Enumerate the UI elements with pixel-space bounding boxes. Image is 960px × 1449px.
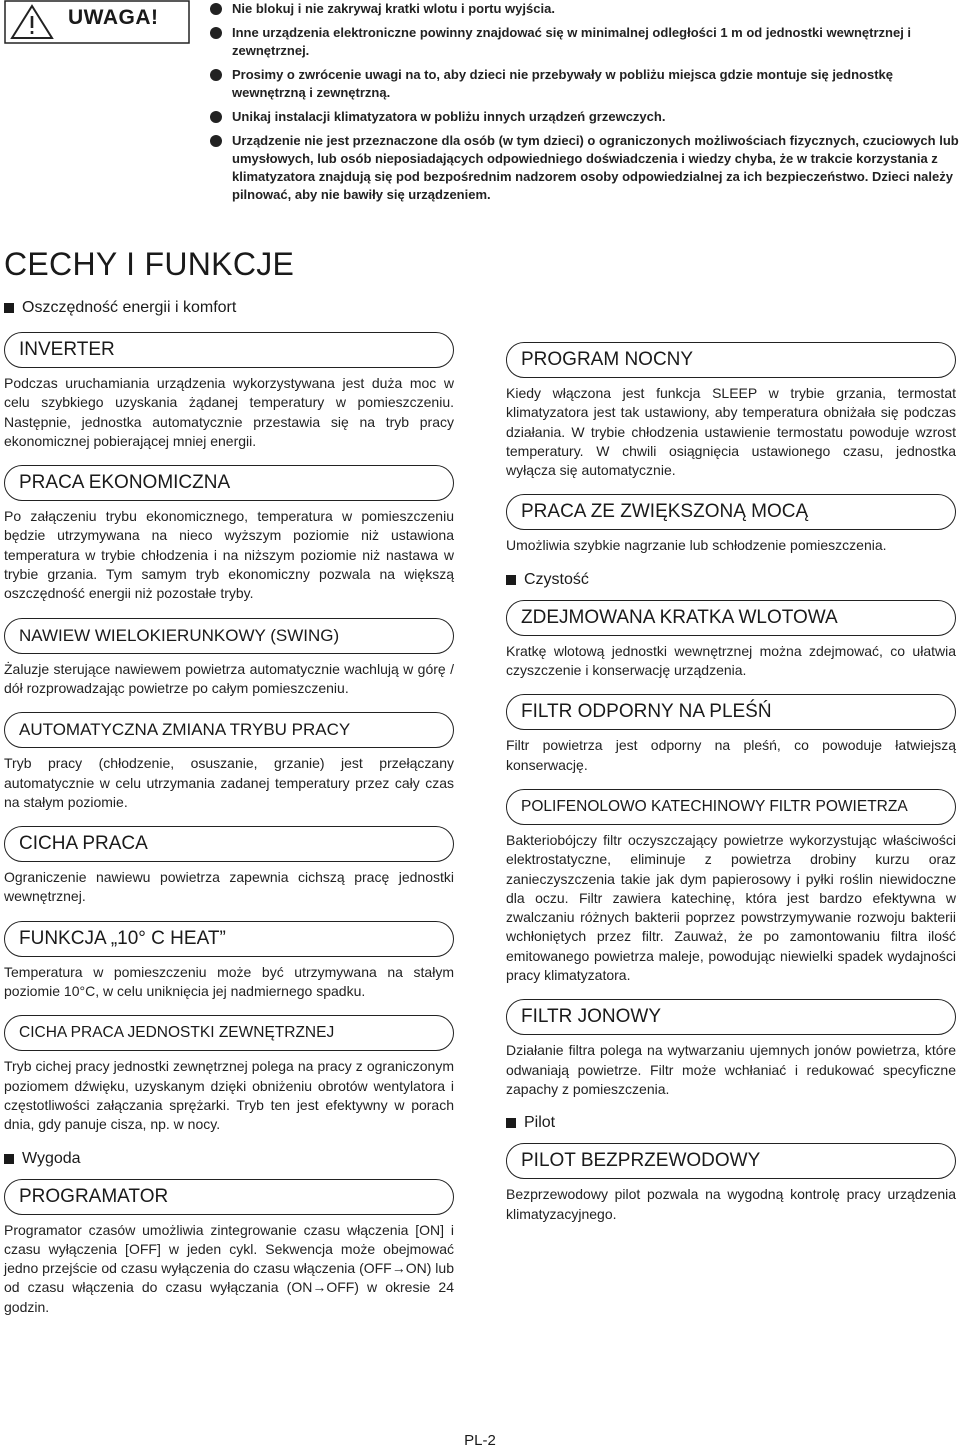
feature-text: Po załączeniu trybu ekonomicznego, temperatura w pomieszczeniu będzie utrzymywana na nieco wyższym poziomie niż ustawiona temperatura w trybie chłodzenia i na niższym poziomie niż nastawa w trybie grzania. Tym samym tryb ekonomiczny pozwala na większą oszczędność energii niż pozostałe tryby. bbox=[4, 508, 454, 602]
warning-list bbox=[208, 0, 960, 210]
feature-title: PILOT BEZPRZEWODOWY bbox=[506, 1143, 956, 1179]
category-heading: Pilot bbox=[506, 1113, 956, 1133]
feature-text: Umożliwia szybkie nagrzanie lub schłodzenie pomieszczenia. bbox=[506, 537, 887, 554]
feature-title: FUNKCJA „10° C HEAT” bbox=[4, 921, 454, 957]
feature-text: Programator czasów umożliwia zintegrowanie czasu włączenia [ON] i czasu wyłączenia [OFF] w jeden cykl. Sekwencja może obejmować jedno przejście od czasu wyłączenia do czasu włączenia (OFF→ON) lub od czasu włączenia do czasu wyłączania (ON→OFF) w okresie 24 godzin. bbox=[4, 1221, 454, 1315]
right-column bbox=[506, 296, 956, 1238]
feature-title: CICHA PRACA JEDNOSTKI ZEWNĘTRZNEJ bbox=[4, 1015, 454, 1051]
feature-text: Bezprzewodowy pilot pozwala na wygodną kontrolę pracy urządzenia klimatyzacyjnego. bbox=[506, 1186, 956, 1222]
warning-badge bbox=[4, 0, 190, 44]
feature-title: ZDEJMOWANA KRATKA WLOTOWA bbox=[506, 600, 956, 636]
warning-item: Unikaj instalacji klimatyzatora w pobliżu innych urządzeń grzewczych. bbox=[208, 108, 960, 126]
feature-title: PROGRAMATOR bbox=[4, 1179, 454, 1215]
feature-text: Tryb cichej pracy jednostki zewnętrznej polega na pracy z ograniczonym poziomem dźwięku, uzyskanym dzięki obniżeniu obrotów wentylatora i częstotliwości załączania sprężarki. Tryb ten jest efektywny w porach dnia, gdy panuje cisza, np. w nocy. bbox=[4, 1058, 454, 1133]
warning-item: Nie blokuj i nie zakrywaj kratki wlotu i portu wyjścia. bbox=[208, 0, 960, 18]
page-number: PL-2 bbox=[464, 1432, 496, 1449]
feature-text: Tryb pracy (chłodzenie, osuszanie, grzanie) jest przełączany automatycznie w celu utrzymania zadanej temperatury przez cały czas na stałym poziomie. bbox=[4, 755, 454, 810]
feature-text: Żaluzje sterujące nawiewem powietrza automatycznie wachlują w górę / dół rozprowadzając powietrze po całym pomieszczeniu. bbox=[4, 660, 454, 696]
category-heading: Czystość bbox=[506, 570, 956, 590]
feature-text: Temperatura w pomieszczeniu może być utrzymywana na stałym poziomie 10°C, w celu uniknięcia jej nadmiernego spadku. bbox=[4, 963, 454, 1000]
category-heading: Wygoda bbox=[4, 1149, 454, 1169]
warning-title: UWAGA! bbox=[68, 6, 159, 29]
feature-title: CICHA PRACA bbox=[4, 826, 454, 862]
warning-block bbox=[4, 0, 960, 214]
feature-text: Działanie filtra polega na wytwarzaniu ujemnych jonów powietrza, które odwaniają powietrze. Filtr może wchłaniać i redukować specyficzne zapachy z pomieszczenia. bbox=[506, 1042, 956, 1097]
left-column bbox=[4, 296, 454, 1331]
feature-title: NAWIEW WIELOKIERUNKOWY (SWING) bbox=[4, 618, 454, 654]
feature-title: AUTOMATYCZNA ZMIANA TRYBU PRACY bbox=[4, 712, 454, 748]
section-title: CECHY I FUNKCJE bbox=[4, 246, 295, 282]
feature-text: Ograniczenie nawiewu powietrza zapewnia cichszą pracę jednostki wewnętrznej. bbox=[4, 869, 454, 905]
feature-text: Podczas uruchamiania urządzenia wykorzystywana jest duża moc w celu szybkiego uzyskania żądanej temperatury w pomieszczeniu. Następnie, jednostka automatycznie przestawia się na tryb pracy ekonomicznej pobierającej mniej energii. bbox=[4, 375, 454, 449]
feature-title: POLIFENOLOWO KATECHINOWY FILTR POWIETRZA bbox=[506, 789, 956, 825]
feature-title: PRACA EKONOMICZNA bbox=[4, 465, 454, 501]
feature-text: Kiedy włączona jest funkcja SLEEP w trybie grzania, termostat klimatyzatora jest tak ustawiony, aby temperatura obniżała się podczas działania. W trybie chłodzenia ustawienie termostatu powoduje wzrost temperatury. W chwili osiągnięcia ustawionego czasu, jednostka wyłącza się automatycznie. bbox=[506, 385, 956, 479]
warning-item: Inne urządzenia elektroniczne powinny znajdować się w minimalnej odległości 1 m od jednostki wewnętrznej i zewnętrznej. bbox=[208, 24, 960, 60]
warning-item: Urządzenie nie jest przeznaczone dla osób (w tym dzieci) o ograniczonych możliwościach fizycznych, czuciowych lub umysłowych, lub osób nieposiadających odpowiedniego doświadczenia i wiedzy chyba, że w trakcie korzystania z klimatyzatora znajdują się pod bezpośrednim nadzorem osoby odpowiedzialnej za ich bezpieczeństwo. Dzieci należy pilnować, aby nie bawiły się urządzeniem. bbox=[208, 132, 960, 204]
feature-title: FILTR JONOWY bbox=[506, 999, 956, 1035]
feature-title: PROGRAM NOCNY bbox=[506, 342, 956, 378]
warning-item: Prosimy o zwrócenie uwagi na to, aby dzieci nie przebywały w pobliżu miejsca gdzie montuje się jednostkę wewnętrzną i zewnętrzną. bbox=[208, 66, 960, 102]
feature-title: FILTR ODPORNY NA PLEŚŃ bbox=[506, 694, 956, 730]
feature-title: PRACA ZE ZWIĘKSZONĄ MOCĄ bbox=[506, 494, 956, 530]
category-heading: Oszczędność energii i komfort bbox=[4, 298, 454, 318]
feature-text: Kratkę wlotową jednostki wewnętrznej można zdejmować, co ułatwia czyszczenie i konserwację urządzenia. bbox=[506, 642, 956, 679]
feature-text: Bakteriobójczy filtr oczyszczający powietrze wykorzystując właściwości elektrostatyczne, eliminuje z powietrza drobiny kurzu oraz zanieczyszczenia takie jak dym papierosowy i pyłki roślin niewidoczne dla oczu. Filtr zawiera katechinę, która jest bardzo efektywna w zwalczaniu różnych bakterii poprzez powstrzymywanie rozwoju bakterii wchłoniętych przez filtr. Zauważ, że po zamontowaniu filtra ilość emitowanego powietrza maleje, powodując niewielki spadek wydajności pracy klimatyzatora. bbox=[506, 831, 956, 984]
feature-text: Filtr powietrza jest odporny na pleśń, co powoduje łatwiejszą konserwację. bbox=[506, 737, 956, 773]
feature-title: INVERTER bbox=[4, 332, 454, 368]
